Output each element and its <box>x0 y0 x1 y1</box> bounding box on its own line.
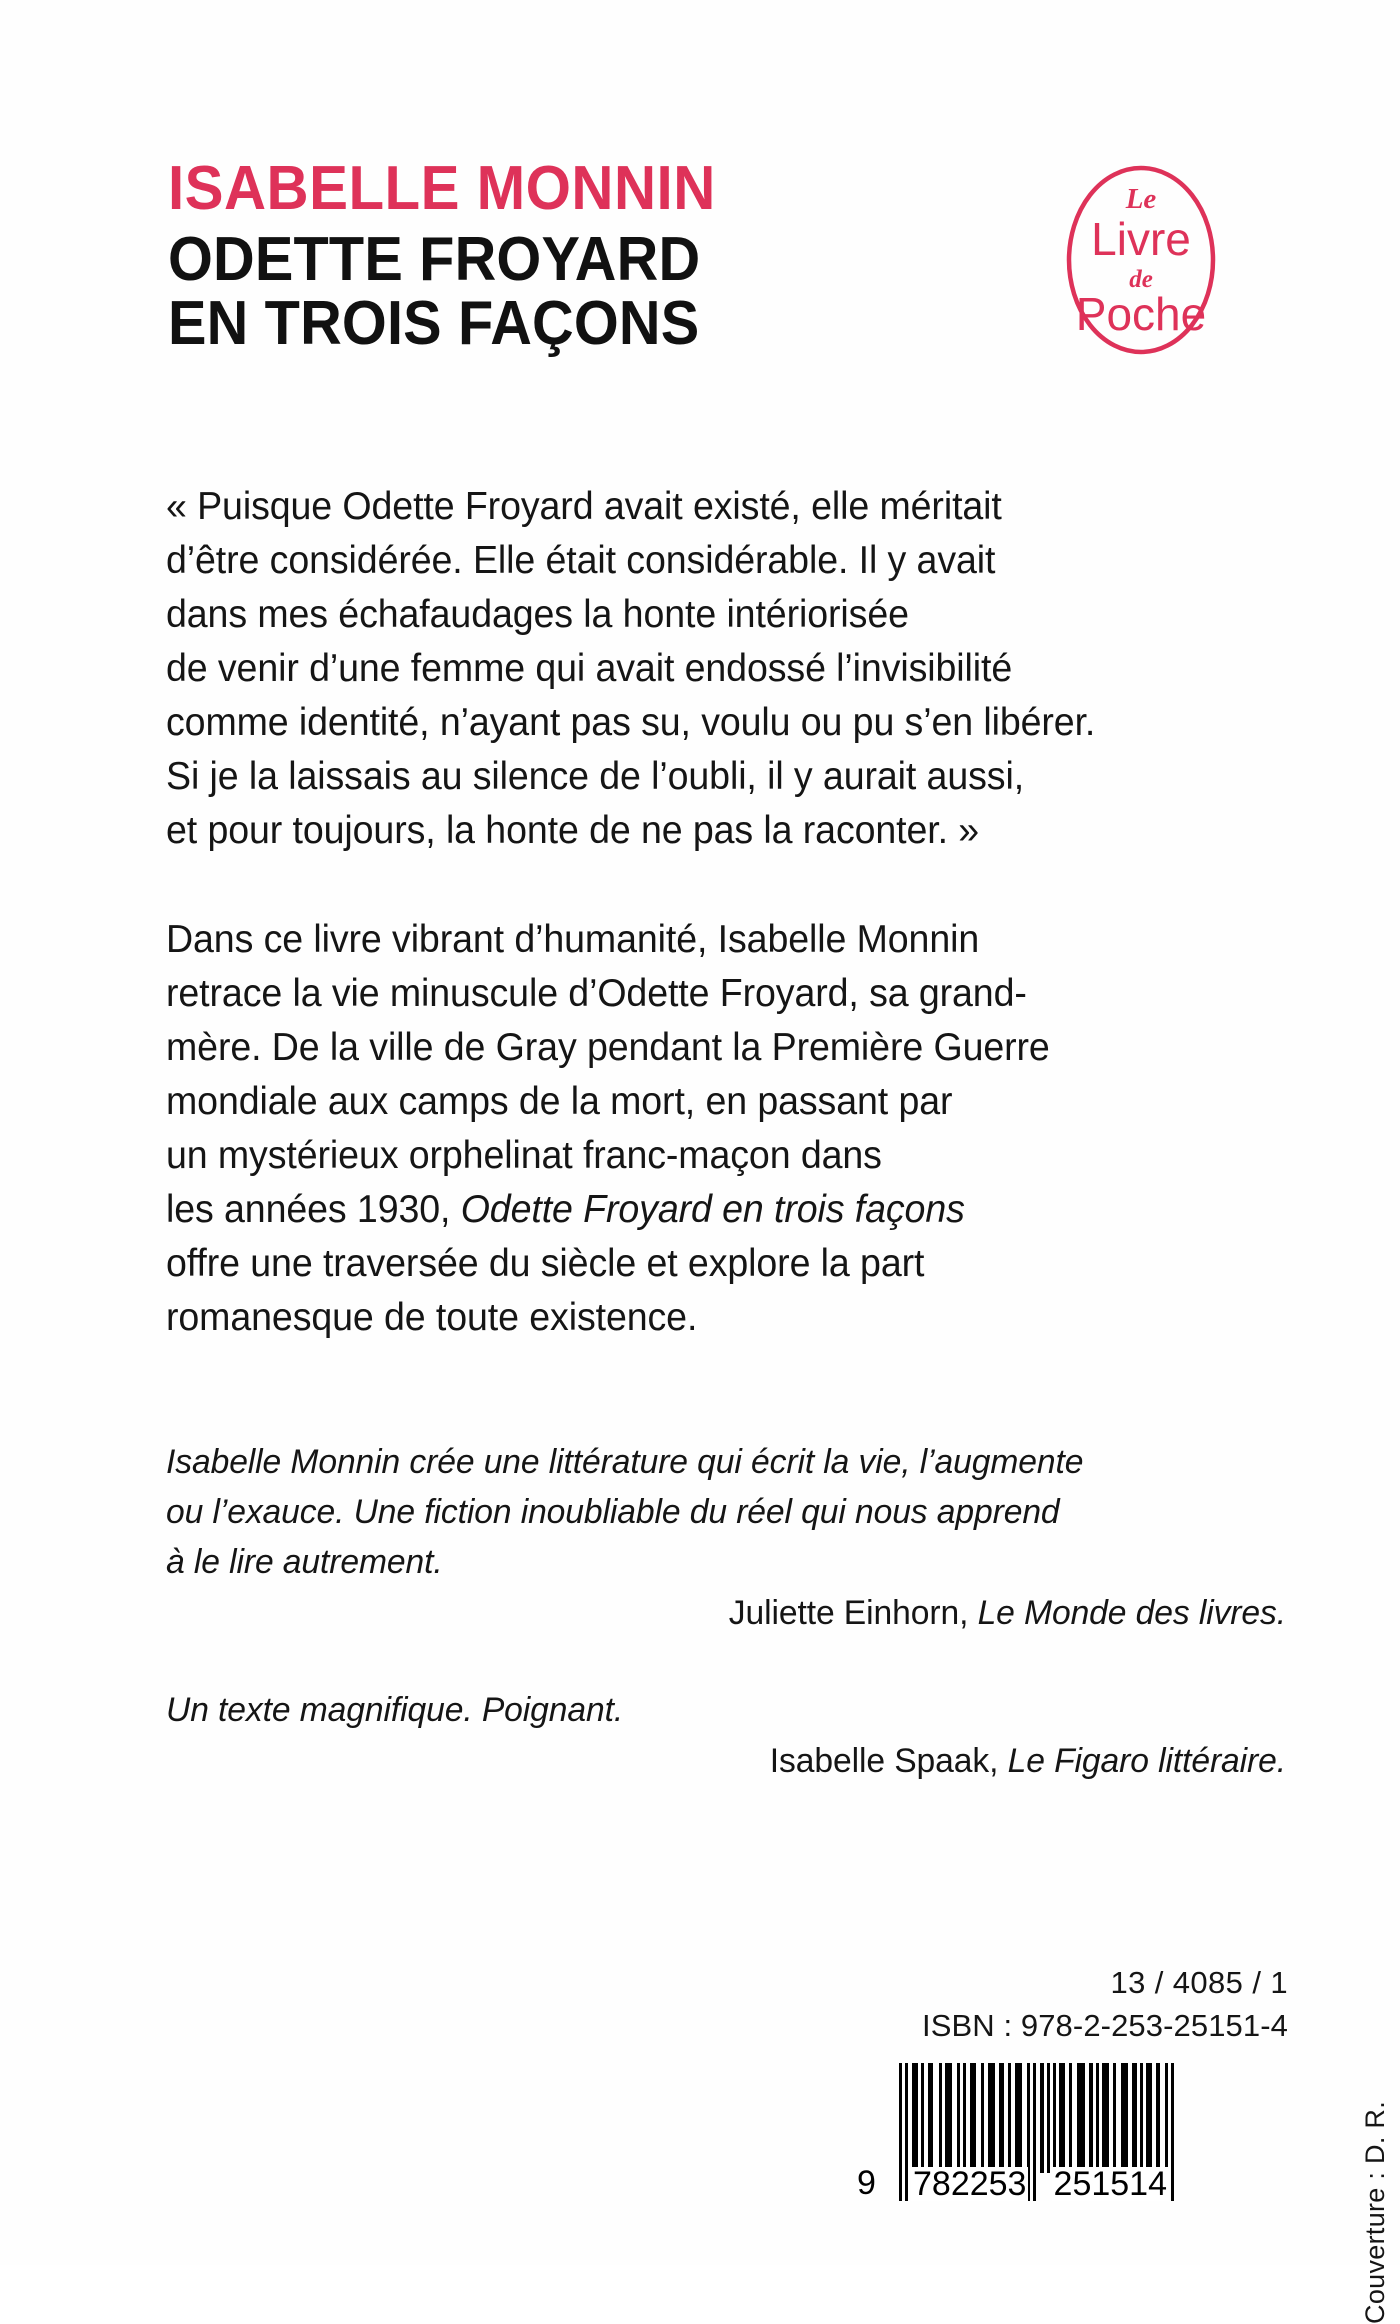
press-quote-text <box>166 1685 1258 1735</box>
book-title-italic: Odette Froyard en trois façons <box>460 1188 965 1231</box>
summary-line: retrace la vie minuscule d’Odette Froyard, sa grand- <box>166 972 1027 1015</box>
press-source <box>194 1735 1286 1787</box>
summary-line: mère. De la ville de Gray pendant la Première Guerre <box>166 1026 1050 1069</box>
press-source <box>194 1587 1286 1639</box>
press-source-author: Isabelle Spaak, <box>769 1742 1008 1780</box>
barcode-group-right: 251514 <box>1053 2165 1167 2203</box>
logo-word-le: Le <box>1125 183 1157 215</box>
summary-block <box>166 913 1286 1345</box>
book-title-line-1: ODETTE FROYARD <box>168 225 701 294</box>
logo-word-poche: Poche <box>1075 288 1207 340</box>
quote-line: Si je la laissais au silence de l’oubli, il y aurait aussi, <box>166 755 1025 798</box>
press-quote-line: ou l’exauce. Une fiction inoubliable du réel qui nous apprend <box>166 1493 1060 1531</box>
barcode-lead-digit: 9 <box>857 2164 876 2202</box>
quote-line: « Puisque Odette Froyard avait existé, elle méritait <box>166 485 1002 528</box>
summary-line: romanesque de toute existence. <box>166 1296 698 1339</box>
quote-line: de venir d’une femme qui avait endossé l’invisibilité <box>166 647 1013 690</box>
publisher-logo <box>1055 162 1227 358</box>
press-quote-line: à le lire autrement. <box>166 1543 443 1581</box>
logo-word-de: de <box>1129 266 1153 293</box>
ean13-barcode <box>857 2063 1187 2203</box>
press-source-publication: Le Figaro littéraire. <box>1007 1742 1286 1780</box>
summary-text <box>166 913 1258 1345</box>
press-review-item <box>166 1685 1286 1787</box>
summary-line: un mystérieux orphelinat franc-maçon dans <box>166 1134 882 1177</box>
summary-line-with-title <box>166 1183 1258 1237</box>
logo-word-livre: Livre <box>1091 213 1191 265</box>
livre-de-poche-logo-icon <box>1055 162 1227 358</box>
book-title-line-2: EN TROIS FAÇONS <box>168 289 700 359</box>
catalogue-reference: 13 / 4085 / 1 <box>1110 1965 1288 2000</box>
summary-line: offre une traversée du siècle et explore la part <box>166 1242 925 1285</box>
quote-line: dans mes échafaudages la honte intériorisée <box>166 593 909 636</box>
footer-identifiers <box>922 1963 1288 2046</box>
author-name: ISABELLE MONNIN <box>168 154 716 223</box>
summary-line: Dans ce livre vibrant d’humanité, Isabelle Monnin <box>166 918 980 961</box>
quote-line: et pour toujours, la honte de ne pas la raconter. » <box>166 809 980 852</box>
press-quote-line: Un texte magnifique. Poignant. <box>166 1691 624 1729</box>
cover-credit: Couverture : D. R. <box>1360 2100 1390 2324</box>
press-quote-line: Isabelle Monnin crée une littérature qui écrit la vie, l’augmente <box>166 1443 1084 1481</box>
isbn-number: ISBN : 978-2-253-25151-4 <box>921 2008 1288 2043</box>
press-review-item <box>166 1437 1286 1639</box>
pull-quote-block <box>166 480 1286 858</box>
press-source-publication: Le Monde des livres. <box>977 1594 1286 1632</box>
quote-line: comme identité, n’ayant pas su, voulu ou pu s’en libérer. <box>166 701 1096 744</box>
quote-line: d’être considérée. Elle était considérable. Il y avait <box>166 539 996 582</box>
summary-line-prefix: les années 1930, <box>166 1188 461 1231</box>
page-title <box>168 225 838 359</box>
summary-line: mondiale aux camps de la mort, en passant par <box>166 1080 953 1123</box>
press-quote-text <box>166 1437 1258 1587</box>
cover-header <box>168 154 888 359</box>
pull-quote-text <box>166 480 1258 858</box>
press-source-author: Juliette Einhorn, <box>728 1594 978 1632</box>
barcode-group-left: 782253 <box>913 2165 1027 2203</box>
press-reviews <box>166 1437 1286 1787</box>
barcode-digits <box>911 2167 1169 2201</box>
